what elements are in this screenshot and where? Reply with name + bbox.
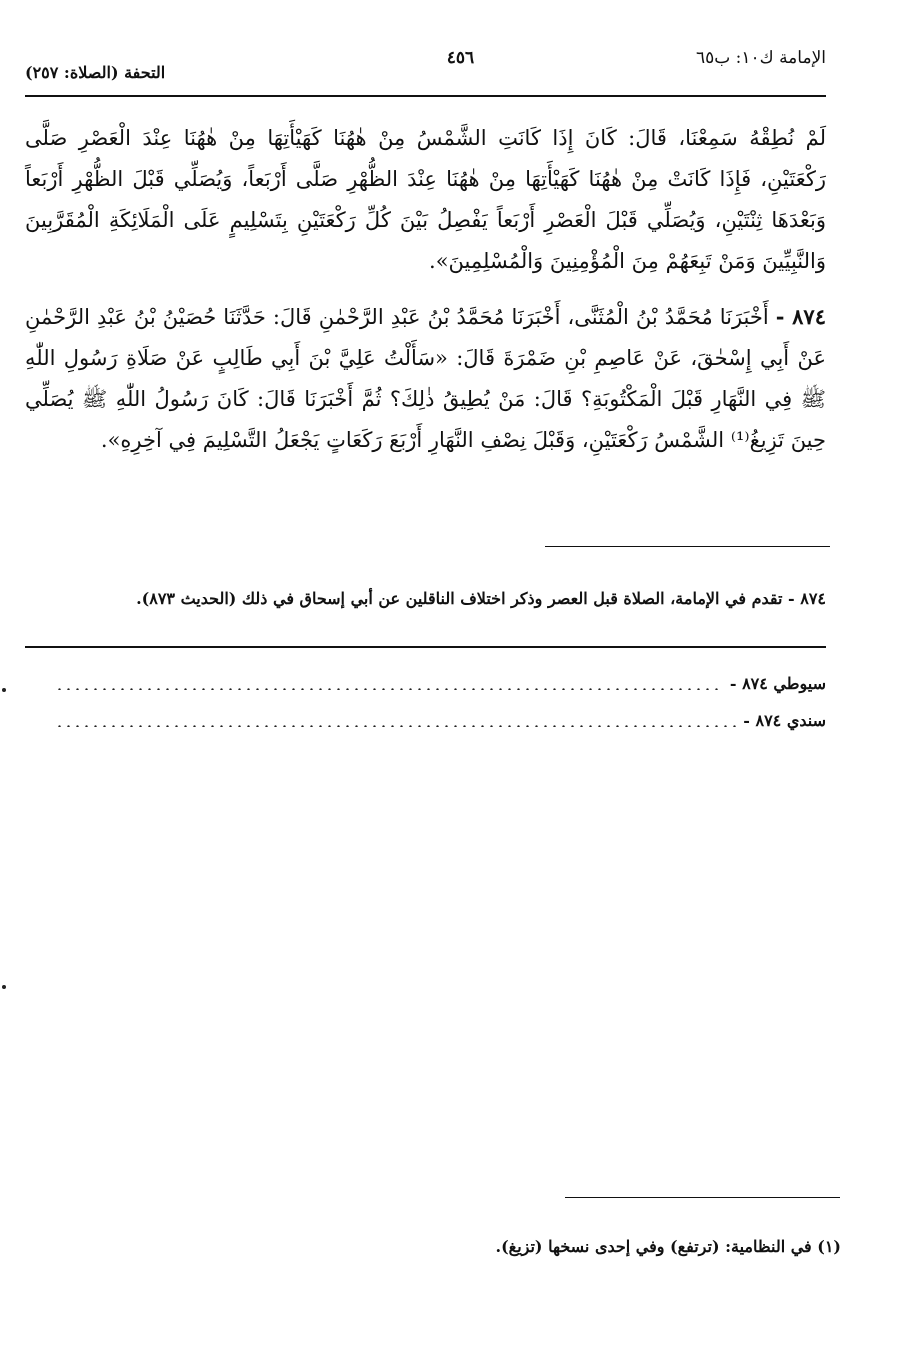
scan-speck bbox=[2, 985, 6, 989]
continuation-paragraph: لَمْ نُطِقْهُ سَمِعْنَا، قَالَ: كَانَ إِذَا كَانَتِ الشَّمْسُ مِنْ هٰهُنَا كَهَيْأَتِهَا مِنْ هٰهُنَا عِنْدَ الْعَصْرِ صَلَّى رَكْعَتَيْنِ، فَإِذَا كَانَتْ مِنْ هٰهُنَا كَهَيْأَتِهَا مِنْ هٰهُنَا عِنْدَ الظُّهْرِ صَلَّى أَرْبَعاً، وَيُصَلِّي قَبْلَ الظُّهْرِ أَرْبَعاً وَبَعْدَهَا ثِنْتَيْنِ، وَيُصَلِّي قَبْلَ الْعَصْرِ أَرْبَعاً يَفْصِلُ بَيْنَ كُلِّ رَكْعَتَيْنِ بِتَسْلِيمٍ عَلَى الْمَلَائِكَةِ الْمُقَرَّبِينَ وَالنَّبِيِّينَ وَمَنْ تَبِعَهُمْ مِنَ الْمُؤْمِنِينَ وَالْمُسْلِمِينَ». bbox=[25, 126, 826, 273]
hadith-text: أَخْبَرَنَا مُحَمَّدُ بْنُ الْمُثَنَّى، أَخْبَرَنَا مُحَمَّدُ بْنُ عَبْدِ الرَّحْمٰنِ قَالَ: حَدَّثَنَا حُصَيْنُ بْنُ عَبْدِ الرَّحْمٰنِ عَنْ أَبِي إِسْحٰقَ، عَنْ عَاصِمِ بْنِ ضَمْرَةَ قَالَ: «سَأَلْتُ عَلِيَّ بْنَ أَبِي طَالِبٍ عَنْ صَلَاةِ رَسُولِ اللّٰهِ ﷺ فِي النَّهَارِ قَبْلَ الْمَكْتُوبَةِ؟ قَالَ: مَنْ يُطِيقُ ذٰلِكَ؟ ثُمَّ أَخْبَرَنَا قَالَ: كَانَ رَسُولُ اللّٰهِ ﷺ يُصَلِّي حِينَ تَزِيغُ⁽¹⁾ الشَّمْسُ رَكْعَتَيْنِ، وَقَبْلَ نِصْفِ النَّهَارِ أَرْبَعَ رَكَعَاتٍ يَجْعَلُ التَّسْلِيمَ فِي آخِرِهِ». bbox=[25, 305, 826, 452]
main-text bbox=[25, 118, 826, 473]
dotted-leader bbox=[55, 725, 737, 727]
header-rule bbox=[25, 95, 826, 97]
scan-speck bbox=[2, 688, 6, 692]
tuhfa-reference: التحفة (الصلاة: ٢٥٧) bbox=[25, 63, 166, 82]
page-number: ٤٥٦ bbox=[446, 48, 475, 68]
hadith-number: ٨٧٤ - bbox=[775, 304, 826, 329]
suyuti-reference bbox=[55, 670, 826, 696]
hadith-paragraph bbox=[25, 296, 826, 461]
suyuti-label: سيوطي ٨٧٤ - bbox=[729, 673, 826, 693]
footnote: (١) في النظامية: (ترتفع) وفي إحدى نسخها (تزيغ). bbox=[495, 1237, 841, 1256]
sindi-label: سندي ٨٧٤ - bbox=[743, 710, 826, 730]
footnote-separator bbox=[545, 546, 830, 547]
dotted-leader bbox=[55, 688, 724, 690]
book-reference: الإمامة ك١٠: ب٦٥ bbox=[695, 48, 826, 68]
cross-reference-note: ٨٧٤ - تقدم في الإمامة، الصلاة قبل العصر وذكر اختلاف الناقلين عن أبي إسحاق في ذلك (الحديث ٨٧٣). bbox=[136, 589, 826, 608]
bottom-footnote-separator bbox=[565, 1197, 840, 1198]
section-rule bbox=[25, 646, 826, 648]
sindi-reference bbox=[55, 707, 826, 733]
